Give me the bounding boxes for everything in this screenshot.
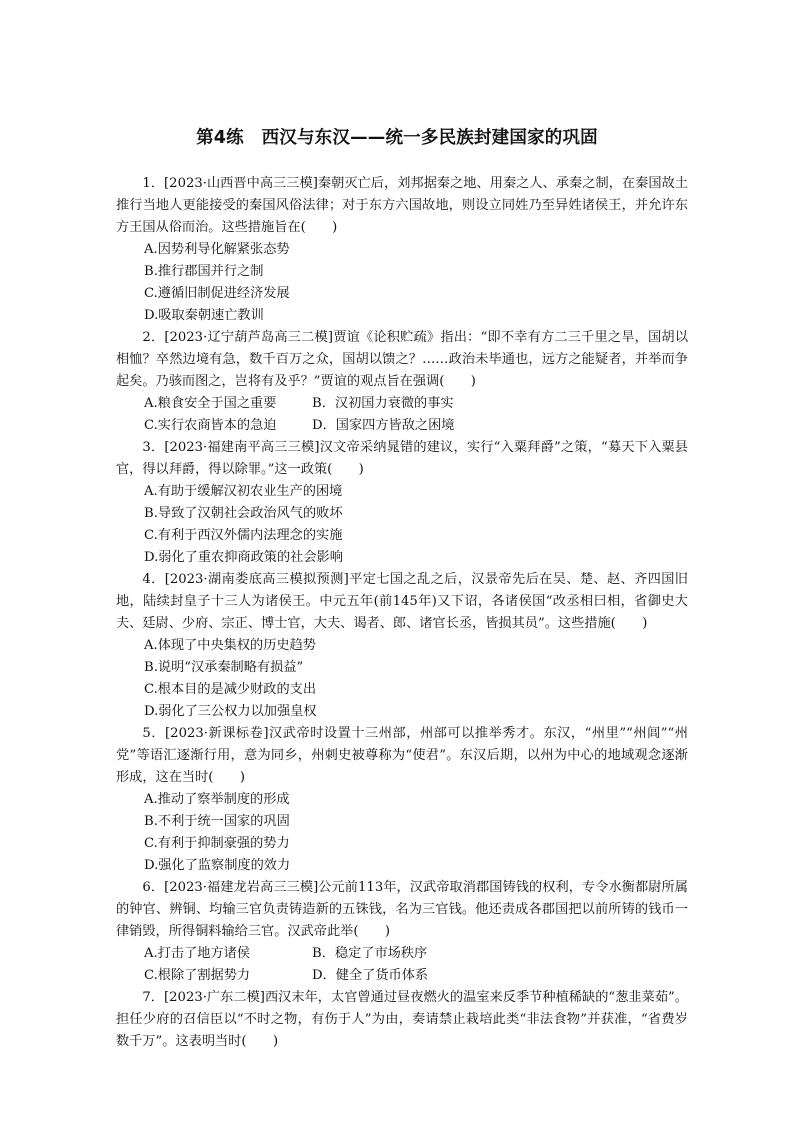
question-5 — [116, 723, 688, 877]
option-c: C.根除了割据势力 — [144, 968, 251, 983]
option-b: B.说明“汉承秦制略有损益” — [144, 660, 304, 675]
option-b: B．稳定了市场秩序 — [312, 946, 428, 961]
question-stem: 5．[2023·新课标卷]汉武帝时设置十三州部，州部可以推举秀才。东汉，“州里”“州闾”“州党”等语汇逐渐行用，意为同乡，州刺史被尊称为“使君”。东汉后期，以州为中心的地域观念逐渐形成，这在当时( ) — [116, 726, 688, 785]
option-c: C.遵循旧制促进经济发展 — [144, 286, 290, 301]
option-a: A.体现了中央集权的历史趋势 — [144, 638, 316, 653]
option-c: C.有利于西汉外儒内法理念的实施 — [144, 528, 343, 543]
option-row — [144, 943, 688, 965]
option-d: D.强化了监察制度的效力 — [144, 858, 291, 873]
question-3 — [116, 437, 688, 569]
option-row — [144, 393, 688, 415]
question-7 — [116, 987, 688, 1053]
option-c: C.实行农商皆本的急迫 — [144, 418, 277, 433]
question-stem: 6．[2023·福建龙岩高三三模]公元前113年，汉武帝取消郡国铸钱的权利，专令水衡都尉所属的钟官、辨铜、均输三官负责铸造新的五铢钱，名为三官钱。他还责成各郡国把以前所铸的钱币一律销毁，所得铜料输给三官。汉武帝此举( ) — [116, 880, 688, 939]
option-d: D.弱化了三公权力以加强皇权 — [144, 704, 317, 719]
option-b: B.推行郡国并行之制 — [144, 264, 264, 279]
question-1 — [116, 173, 688, 327]
question-list — [116, 173, 688, 1053]
question-stem: 4．[2023·湖南娄底高三模拟预测]平定七国之乱之后，汉景帝先后在吴、楚、赵、齐四国旧地，陆续封皇子十三人为诸侯王。中元五年(前145年)又下诏，各诸侯国“改丞相曰相，省御史大夫、廷尉、少府、宗正、博士官，大夫、谒者、郎、诸官长丞，皆损其员”。这些措施( ) — [116, 572, 688, 631]
question-stem: 2．[2023·辽宁葫芦岛高三二模]贾谊《论积贮疏》指出：“即不幸有方二三千里之旱，国胡以相恤？卒然边境有急，数千百万之众，国胡以馈之？……政治未毕通也，远方之能疑者，并举而争起矣。乃骇而图之，岂将有及乎？”贾谊的观点旨在强调( ) — [116, 330, 688, 389]
question-6 — [116, 877, 688, 987]
option-a: A.粮食安全于国之重要 — [144, 396, 277, 411]
option-c: C.有利于抑制豪强的势力 — [144, 836, 290, 851]
option-row — [144, 965, 688, 987]
option-row — [144, 415, 688, 437]
option-d: D．国家四方皆敌之困境 — [312, 418, 455, 433]
option-a: A.推动了察举制度的形成 — [144, 792, 290, 807]
question-4 — [116, 569, 688, 723]
question-stem: 1．[2023·山西晋中高三三模]秦朝灭亡后，刘邦据秦之地、用秦之人、承秦之制，在秦国故土推行当地人更能接受的秦国风俗法律；对于东方六国故地，则设立同姓乃至异姓诸侯王，并允许东方王国从俗而治。这些措施旨在( ) — [116, 176, 688, 235]
option-a: A.因势利导化解紧张态势 — [144, 242, 290, 257]
option-a: A.打击了地方诸侯 — [144, 946, 251, 961]
option-d: D.吸取秦朝速亡教训 — [144, 308, 264, 323]
option-b: B.导致了汉朝社会政治风气的败坏 — [144, 506, 343, 521]
page-title: 第4练 西汉与东汉——统一多民族封建国家的巩固 — [196, 128, 598, 148]
question-2 — [116, 327, 688, 437]
option-a: A.有助于缓解汉初农业生产的困境 — [144, 484, 343, 499]
option-b: B．汉初国力衰微的事实 — [312, 396, 454, 411]
option-b: B.不利于统一国家的巩固 — [144, 814, 290, 829]
question-stem: 3．[2023·福建南平高三三模]汉文帝采纳晁错的建议，实行“入粟拜爵”之策，“募天下入粟县官，得以拜爵，得以除罪。”这一政策( ) — [116, 440, 688, 477]
option-d: D．健全了货币体系 — [312, 968, 429, 983]
option-d: D.弱化了重农抑商政策的社会影响 — [144, 550, 343, 565]
option-c: C.根本目的是减少财政的支出 — [144, 682, 317, 697]
question-stem: 7．[2023·广东二模]西汉末年，太官曾通过昼夜燃火的温室来反季节种植稀缺的“葱韭菜茹”。担任少府的召信臣以“不时之物，有伤于人”为由，奏请禁止栽培此类“非法食物”并获准，“省费岁数千万”。这表明当时( ) — [116, 990, 688, 1049]
